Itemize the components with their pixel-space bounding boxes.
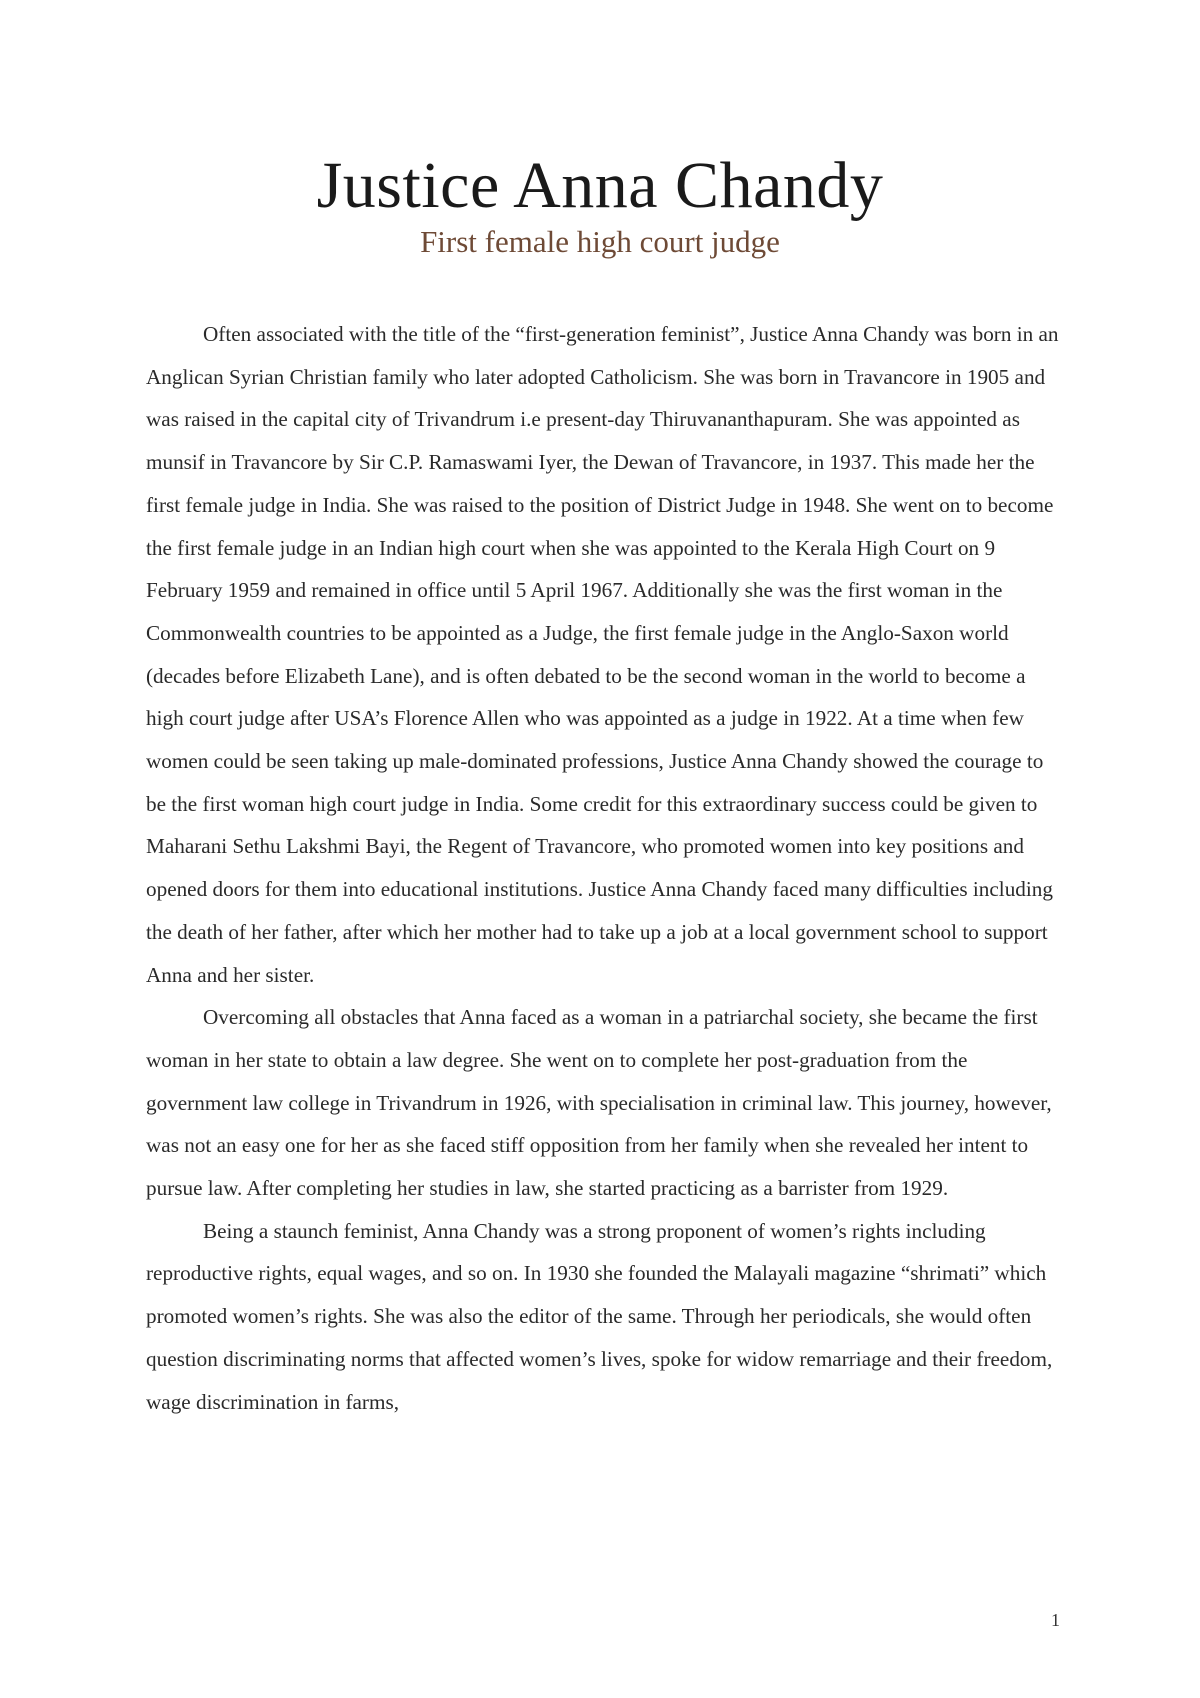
- body-text: [146, 313, 1066, 1423]
- page-subtitle: First female high court judge: [420, 224, 780, 259]
- page-number: 1: [1051, 1610, 1060, 1630]
- page-title: Justice Anna Chandy: [316, 149, 884, 222]
- paragraph-1: Often associated with the title of the “first-generation feminist”, Justice Anna Chandy was born in an Anglican Syrian Christian family who later adopted Catholicism. She was born in Travancore in 1905 and was raised in the capital city of Trivandrum i.e present-day Thiruvananthapuram. She was appointed as munsif in Travancore by Sir C.P. Ramaswami Iyer, the Dewan of Travancore, in 1937. This made her the first female judge in India. She was raised to the position of District Judge in 1948. She went on to become the first female judge in an Indian high court when she was appointed to the Kerala High Court on 9 February 1959 and remained in office until 5 April 1967. Additionally she was the first woman in the Commonwealth countries to be appointed as a Judge, the first female judge in the Anglo-Saxon world (decades before Elizabeth Lane), and is often debated to be the second woman in the world to become a high court judge after USA’s Florence Allen who was appointed as a judge in 1922. At a time when few women could be seen taking up male-dominated professions, Justice Anna Chandy showed the courage to be the first woman high court judge in India. Some credit for this extraordinary success could be given to Maharani Sethu Lakshmi Bayi, the Regent of Travancore, who promoted women into key positions and opened doors for them into educational institutions. Justice Anna Chandy faced many difficulties including the death of her father, after which her mother had to take up a job at a local government school to support Anna and her sister.: [146, 322, 1059, 987]
- paragraph-2: Overcoming all obstacles that Anna faced as a woman in a patriarchal society, she became the first woman in her state to obtain a law degree. She went on to complete her post-graduation from the government law college in Trivandrum in 1926, with specialisation in criminal law. This journey, however, was not an easy one for her as she faced stiff opposition from her family when she revealed her intent to pursue law. After completing her studies in law, she started practicing as a barrister from 1929.: [146, 1005, 1052, 1201]
- paragraph-3: Being a staunch feminist, Anna Chandy was a strong proponent of women’s rights including reproductive rights, equal wages, and so on. In 1930 she founded the Malayali magazine “shrimati” which promoted women’s rights. She was also the editor of the same. Through her periodicals, she would often question discriminating norms that affected women’s lives, spoke for widow remarriage and their freedom, wage discrimination in farms,: [146, 1218, 1053, 1414]
